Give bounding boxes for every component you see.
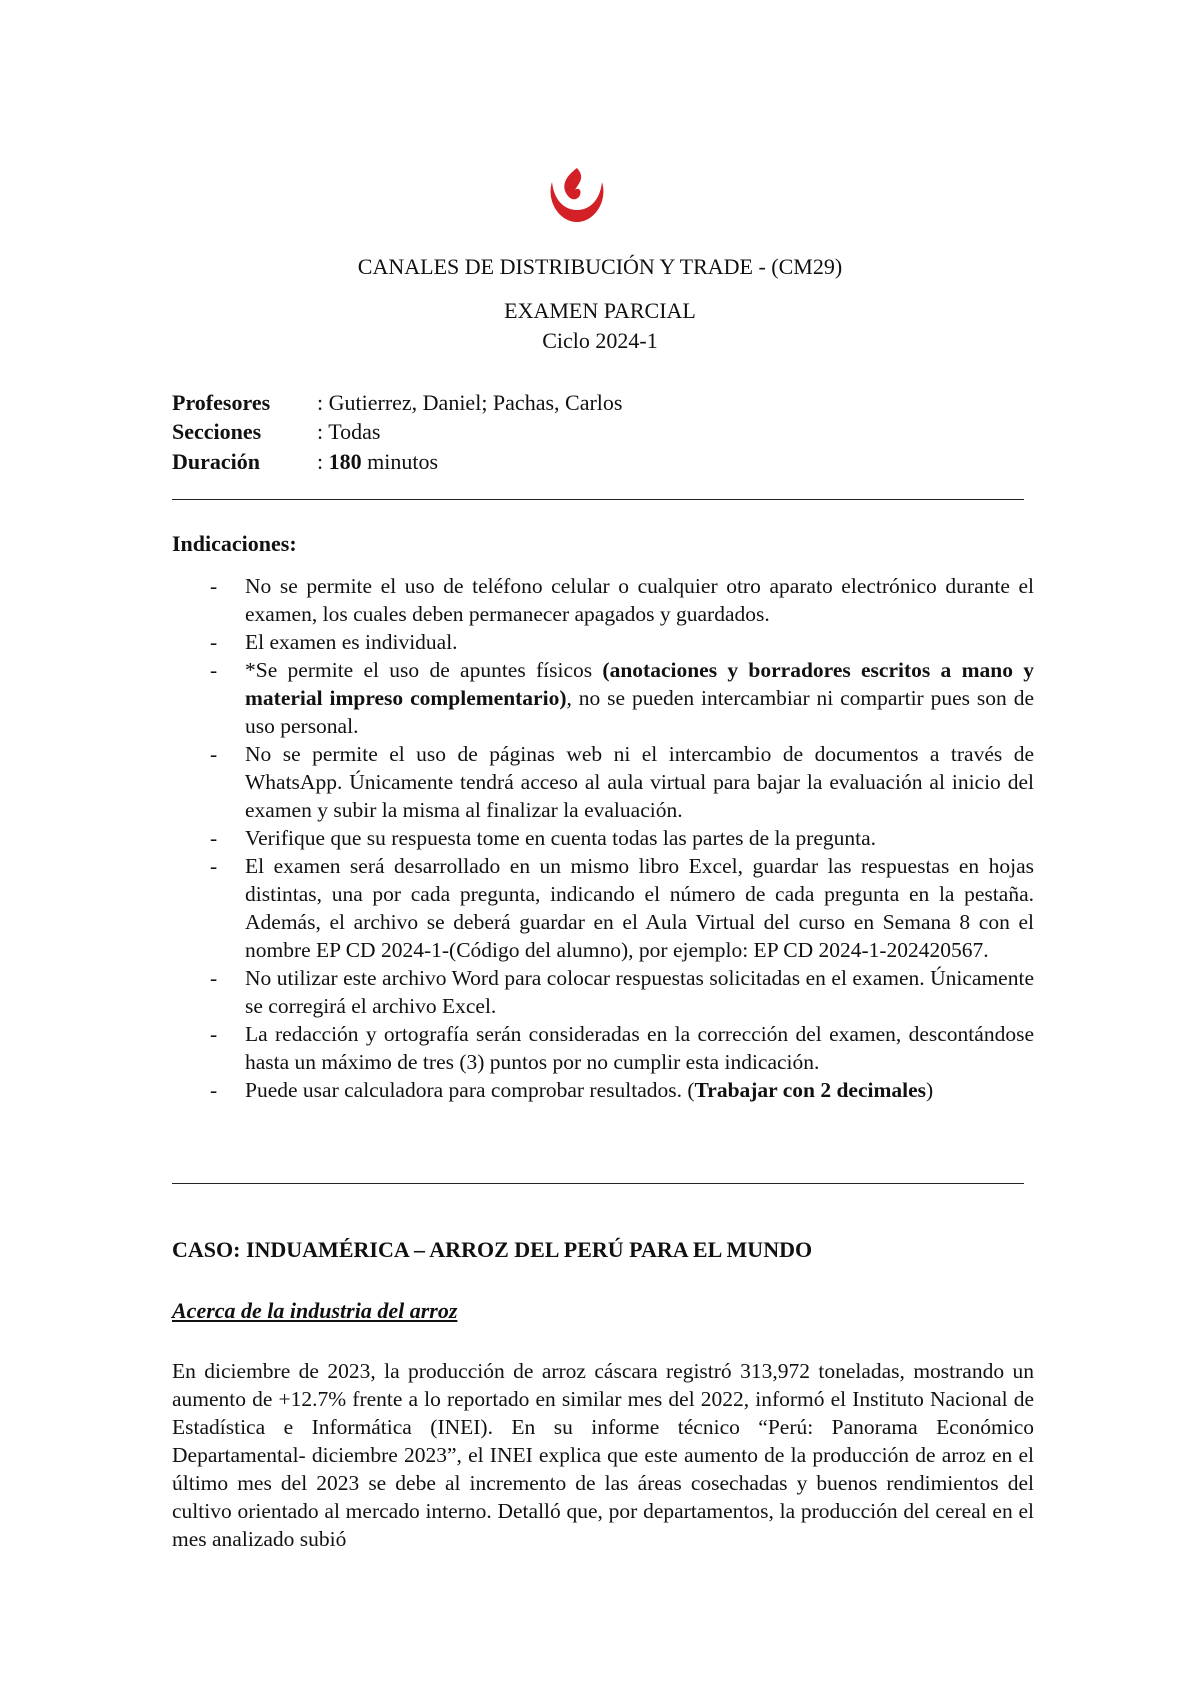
cycle-label: Ciclo 2024-1 <box>542 328 658 353</box>
case-paragraph: En diciembre de 2023, la producción de arroz cáscara registró 313,972 toneladas, mostrando un aumento de +12.7% frente a lo reportado en similar mes del 2022, informó el Instituto Nacional de Estadística e Informática (INEI). En su informe técnico “Perú: Panorama Económico Departamental- diciembre 2023”, el INEI explica que este aumento de la producción de arroz en el último mes del 2023 se debe al incremento de las áreas cosechadas y buenos rendimientos del cultivo orientado al mercado interno. Detalló que, por departamentos, la producción del cereal en el mes analizado subió <box>172 1359 1034 1551</box>
exam-title: EXAMEN PARCIAL <box>504 298 696 323</box>
list-item <box>172 1076 1034 1104</box>
item3-text-c: , no se pueden intercambiar ni compartir pues son de uso personal. <box>245 686 1034 738</box>
list-item <box>172 656 1034 740</box>
secciones-row <box>172 419 380 445</box>
duracion-label: Duración <box>172 449 260 474</box>
list-item: - El examen es individual. <box>172 628 1034 656</box>
list-item: - Verifique que su respuesta tome en cuenta todas las partes de la pregunta. <box>172 824 1034 852</box>
profesores-label: Profesores <box>172 390 271 415</box>
divider-bottom <box>172 1183 1024 1184</box>
duracion-unit: minutos <box>361 449 439 474</box>
list-item: - No se permite el uso de teléfono celular o cualquier otro aparato electrónico durante el examen, los cuales deben permanecer apagados y guardados. <box>172 572 1034 628</box>
item3-text-a: *Se permite el uso de apuntes físicos <box>245 658 603 682</box>
indicaciones-list <box>172 572 1034 1104</box>
profesores-value: : Gutierrez, Daniel; Pachas, Carlos <box>317 390 623 415</box>
item9-text-c: ) <box>926 1078 934 1102</box>
duracion-colon: : <box>317 449 329 474</box>
list-item: - No utilizar este archivo Word para colocar respuestas solicitadas en el examen. Únicamente se corregirá el archivo Excel. <box>172 964 1034 1020</box>
section-subtitle: Acerca de la industria del arroz <box>172 1298 458 1323</box>
duracion-number: 180 <box>328 449 362 474</box>
secciones-value: : Todas <box>317 419 381 444</box>
secciones-label: Secciones <box>172 419 262 444</box>
item9-text-a: Puede usar calculadora para comprobar resultados. ( <box>245 1078 695 1102</box>
divider-top <box>172 499 1024 500</box>
profesores-row <box>172 390 622 416</box>
case-title: CASO: INDUAMÉRICA – ARROZ DEL PERÚ PARA EL MUNDO <box>172 1237 813 1262</box>
university-logo <box>542 160 612 230</box>
list-item: - La redacción y ortografía serán consideradas en la corrección del examen, descontándose hasta un máximo de tres (3) puntos por no cumplir esta indicación. <box>172 1020 1034 1076</box>
indicaciones-title: Indicaciones: <box>172 531 297 556</box>
list-item: - No se permite el uso de páginas web ni el intercambio de documentos a través de WhatsApp. Únicamente tendrá acceso al aula virtual para bajar la evaluación al inicio del examen y subir la misma al finalizar la evaluación. <box>172 740 1034 824</box>
item3-text-bold: (anotaciones y borradores escritos a mano y material impreso complementario) <box>245 658 1034 710</box>
list-item: - El examen será desarrollado en un mismo libro Excel, guardar las respuestas en hojas distintas, una por cada pregunta, indicando el número de cada pregunta en la pestaña. Además, el archivo se deberá guardar en el Aula Virtual del curso en Semana 8 con el nombre EP CD 2024-1-(Código del alumno), por ejemplo: EP CD 2024-1-202420567. <box>172 852 1034 964</box>
item9-text-bold: Trabajar con 2 decimales <box>694 1078 927 1102</box>
course-title: CANALES DE DISTRIBUCIÓN Y TRADE - (CM29) <box>357 254 843 279</box>
duracion-row <box>172 449 438 475</box>
